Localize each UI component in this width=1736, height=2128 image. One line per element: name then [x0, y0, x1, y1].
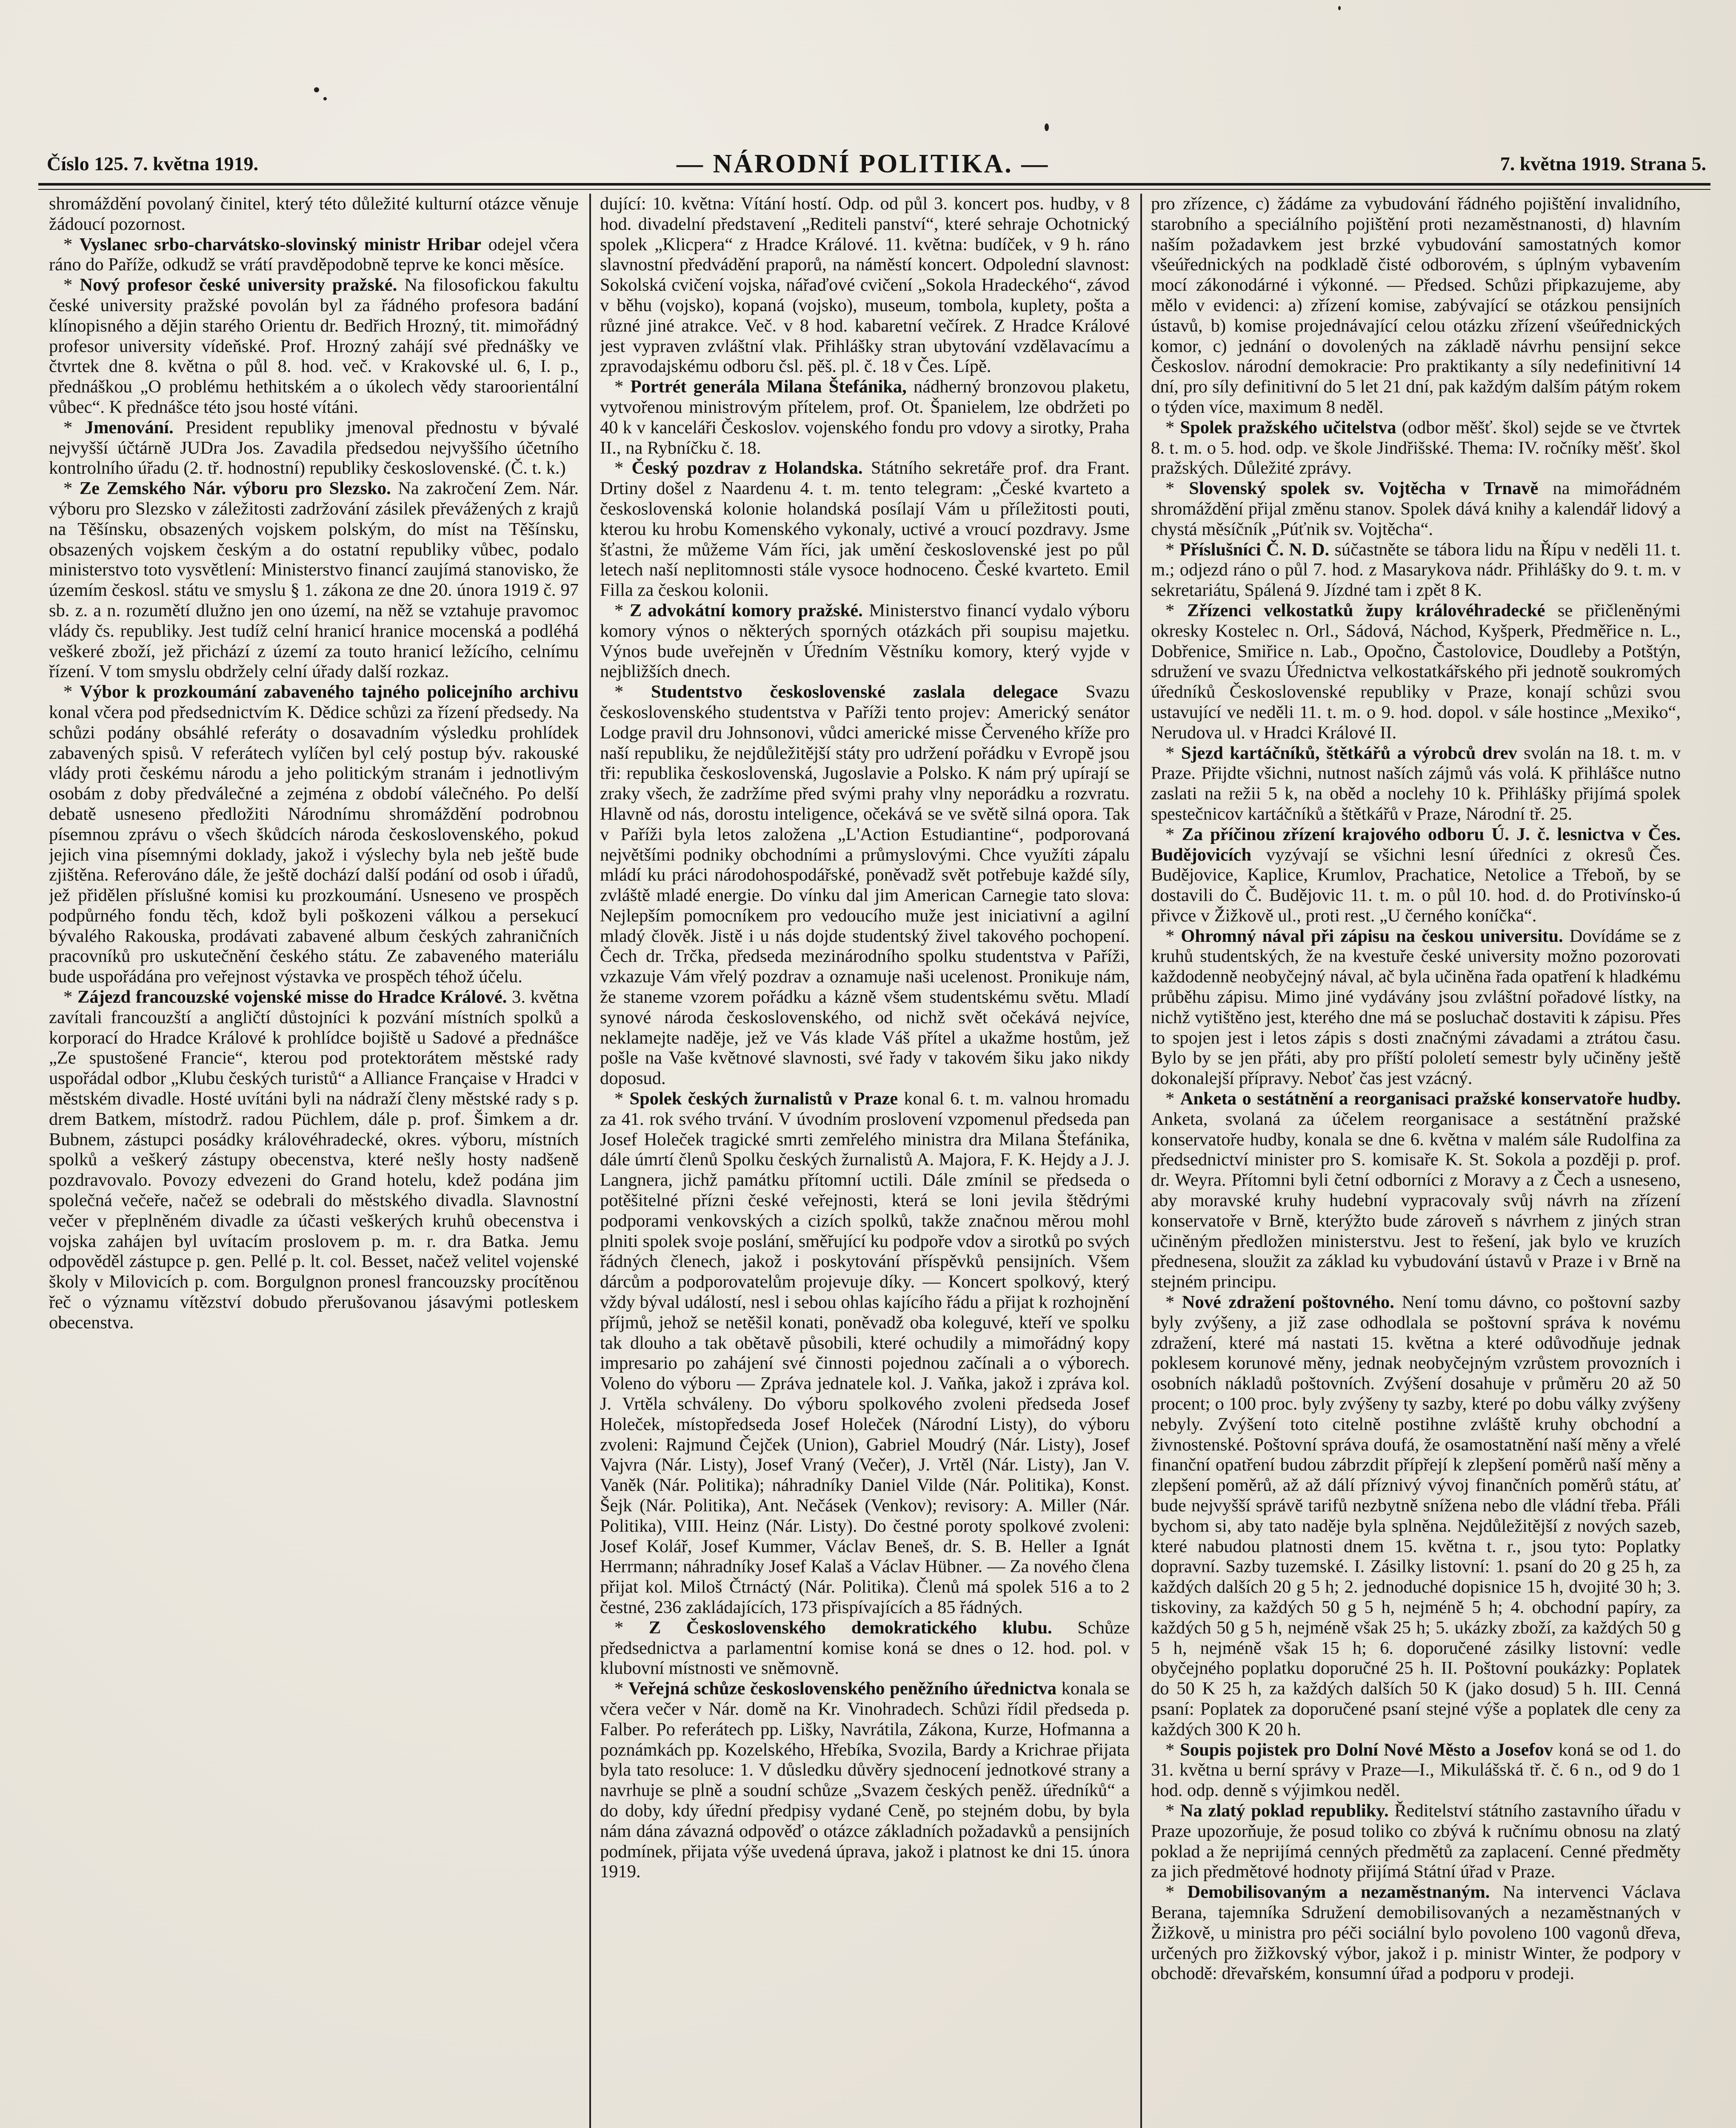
news-text: se přičleněnými okresky Kostelec n. Orl., Sádová, Náchod, Kyšperk, Předměřice n. L., Dobřenice, Smiřice n. Lab., Opočno, Častolovice, Doudleby a Potštýn, sdružení ve svazu Úřednictva velkostatkářského při jednotě soukromých úředníků Československé republiky v Praze, konají schůzi svou ustavující ve neděli 11. t. m. o 9. hod. dopol. v sále hostince „Mexiko“, Nerudova ul. v Hradci Králové II. [1151, 600, 1681, 743]
news-item: * Zájezd francouzské vojenské misse do Hradce Králové. 3. května zavítali francouzští a angličtí důstojníci k pozvání místních spolků a korporací do Hradce Králové k prohlídce bojiště u Sadové a přednášce „Ze spustošené Francie“, kterou pod protektorátem městské rady uspořádal odbor „Klubu českých turistů“ a Alliance Française v Hradci v městském divadle. Hosté uvítáni byli na nádraží členy městské rady s p. drem Batkem, místodrž. radou Püchlem, dále p. prof. Šimkem a dr. Bubnem, zástupci posádky královéhradecké, okres. výboru, místních spolků a veškerý zástupy obecenstva, které nešly hosty nadšeně pozdravovalo. Povozy edvezeni do Grand hotelu, kdež podána jim společná večeře, načež se odebrali do městského divadla. Slavnostní večer v přeplněném divadle za účasti veškerých kruhů obecenstva i vojska zahájen byl uvítacím proslovem p. m. r. dra Batka. Jemu odpověděl zástupce p. gen. Pellé p. lt. col. Besset, načež velitel vojenské školy v Milovicích p. com. Borgulgnon pronesl francouzsky procítěnou řeč o významu vítězství dobudo přerušovanou jásavými potleskem obecenstva. [49, 987, 579, 1333]
news-item: * Veřejná schůze československého peněžního úřednictva konala se včera večer v Nár. domě na Kr. Vinohradech. Schůzi řídil předseda p. Falber. Po referátech pp. Lišky, Navrátila, Zákona, Kurze, Hofmanna a poznámkách pp. Kozelského, Hřebíka, Svozila, Bardy a Krichrae přijata byla tato resoluce: 1. V důsledku důvěry sjednocení jednotkové strany a navrhuje se plně a soudní schůze „Svazem českých peněž. úředníků“ a do doby, kdy úřední předpisy vydané Ceně, po stejném dobu, by byla nám dána závazná odpověď o otázce základních požadavků a pensijních podmínek, přijata výše uvedená úprava, jakož i platnost ke dni 15. února 1919. [600, 1679, 1130, 1882]
news-text: Schůze předsednictva a parlamentní komise koná se dnes o 12. hod. pol. v klubovní místnosti ve sněmovně. [600, 1617, 1130, 1679]
news-item [49, 194, 579, 235]
news-text: 3. května zavítali francouzští a angličtí důstojníci k pozvání místních spolků a korporací do Hradce Králové k prohlídce bojiště u Sadové a přednášce „Ze spustošené Francie“, kterou pod protektorátem městské rady uspořádal odbor „Klubu českých turistů“ a Alliance Française v Hradci v městském divadle. Hosté uvítáni byli na nádraží členy městské rady s p. drem Batkem, místodrž. radou Püchlem, dále p. prof. Šimkem a dr. Bubnem, zástupci posádky královéhradecké, okres. výboru, místních spolků a veškerý zástupy obecenstva, které nešly hosty nadšeně pozdravovalo. Povozy edvezeni do Grand hotelu, kdež podána jim společná večeře, načež se odebrali do městského divadla. Slavnostní večer v přeplněném divadle za účasti veškerých kruhů obecenstva i vojska zahájen byl uvítacím proslovem p. m. r. dra Batka. Jemu odpověděl zástupce p. gen. Pellé p. lt. col. Besset, načež velitel vojenské školy v Milovicích p. com. Borgulgnon pronesl francouzsky procítěnou řeč o významu vítězství dobudo přerušovanou jásavými potleskem obecenstva. [49, 987, 579, 1333]
news-headline: Za příčinou zřízení krajového odboru Ú. J. č. lesnictva v Čes. Budějovicích [1151, 824, 1681, 865]
page-info: 7. května 1919. Strana 5. [1500, 153, 1706, 174]
news-item: * Z Československého demokratického klubu. Schůze předsednictva a parlamentní komise koná se dnes o 12. hod. pol. v klubovní místnosti ve sněmovně. [600, 1617, 1130, 1679]
header-rule [38, 183, 1710, 186]
news-text: Dovídáme se z kruhů studentských, že na kvestuře české university možno pozorovati každodenně neobyčejný nával, ač byla učiněna řada opatření k hladkému průběhu zápisu. Mimo jiné vydávány jsou zvláštní pořadové lístky, na nichž vytištěno jest, kterého dne má se posluchač dostaviti k zápisu. Přes to spojen jest i letos zápis s dosti značnými závadami a ztrátou času. Bylo by se jen přáti, aby pro příští pololetí semestr byly učiněny ještě dokonalejší přípravy. Neboť čas jest vzácný. [1151, 926, 1681, 1089]
news-headline: Zájezd francouzské vojenské misse do Hradce Králové. [77, 987, 507, 1007]
news-item: * Studentstvo československé zaslala delegace Svazu československého studentstva v Paříži tento projev: Americký senátor Lodge pravil dru Johnsonovi, vůdci americké misse Červeného kříže pro naší republiku, že nejdůležitější státy pro udržení pořádku v Evropě jsou tři: republika československá, Jugoslavie a Polsko. K nám prý upírají se zraky všech, že zadržíme před svými prahy vlny neporádku a rozvratu. Hlavně od nás, dorostu inteligence, očekává se ve světě silná opora. Tak v Paříži byla letos založena „L'Action Estudiantine“, podporovaná největšími podniky obchodními a průmyslovými. Chce využíti zápalu mládí ku práci národohospodářské, poněvadž svět potřebuje každé síly, zvláště mladé energie. Do vínku dal jim American Carnegie tato slova: Nejlepším pomocníkem pro vedoucího muže jest iniciativní a agilní mladý člověk. Jistě i u nás dojde studentský živel takového pochopení. Čech dr. Trčka, předseda mezinárodního spolku studentstva v Paříži, vzkazuje Vám vřelý pozdrav a oznamuje naši ucelenost. Pronikuje nám, že staneme vzorem pořádku a kázně všem studentskému světu. Mladí synové národa československého, od nichž svět očekává nejvíce, neklamejte naděje, jež ve Vás klade Váš přítel a ukažme hostům, jež pošle na Vaše květnové slavnosti, své řady v takovém šiku jako nikdy doposud. [600, 682, 1130, 1089]
news-headline: Portrét generála Milana Štefánika, [630, 377, 907, 397]
news-item: * Na zlatý poklad republiky. Ředitelství státního zastavního úřadu v Praze upozorňuje, že posud toliko co zbývá k ručnímu obnosu na zlatý poklad a že neprijímá cenných předmětů za zaplacení. Cenné předměty za jich předmětové hodnoty přijímá Státní úřad v Praze. [1151, 1800, 1681, 1882]
news-item: * Anketa o sestátnění a reorganisaci pražské konservatoře hudby. Anketa, svolaná za účelem reorganisace a sestátnění pražské konservatoře hudby, konala se dne 6. května v malém sále Rudolfina za předsednictví minister pro S. komisaře K. St. Sokola a později p. prof. dr. Weyra. Přítomni byli četní odborníci z Moravy a z Čech a usneseno, aby moravské kruhy hudební vypracovaly svůj návrh na zřízení konservatoře v Brně, kterýžto bude zároveň s návrhem z jiných stran učiněným předložen ministerstvu. Jest to řešení, jak bylo ve kruzích přednesena, sloužit za základ ku vybudování ústavů v Praze i v Brně na stejném principu. [1151, 1089, 1681, 1292]
news-item: * Sjezd kartáčníků, štětkářů a výrobců drev svolán na 18. t. m. v Praze. Přijdte všichni, nutnost naších zájmů vás volá. K přihlášce nutno zaslati na režii 5 k, na oběd a noclehy 10 k. Přihlášky přijímá spolek spestečnicov kartáčníků a štětkářů v Praze, Národní tř. 25. [1151, 743, 1681, 824]
news-headline: Studentstvo československé zaslala delegace [651, 682, 1058, 702]
column-divider [1140, 194, 1142, 2128]
news-item: * Vyslanec srbo-charvátsko-slovinský ministr Hribar odejel včera ráno do Paříže, odkudž se vrátí pravděpodobně teprve ke konci měsíce. [49, 234, 579, 275]
news-text: President republiky jmenoval přednostu v bývalé nejvyšší účtárně JUDra Jos. Zavadila předsedou nejvyššího účetního kontrolního úřadu (2. tř. hodnostní) republiky československé. (Č. t. k.) [49, 417, 579, 478]
news-text: vyzývají se všichni lesní úředníci z okresů Čes. Budějovice, Kaplice, Krumlov, Prachatice, Netolice a Třeboň, by se dostavili do Č. Budějovic 11. t. m. o půl 10. hod. d. do Protivínsko-ú přivce v Žižkově ul., proti rest. „U černého koníčka“. [1151, 844, 1681, 926]
news-text: konal včera pod předsednictvím K. Dědice schůzi za řízení předsedy. Na schůzi podány obsáhlé referáty o dosavadním výsledku prohlídek zabavených spisů. V referátech vylíčen byl celý postup býv. rakouské vlády proti českému národu a jeho politickým stranám i jednotlivým osobám z doby předválečné a zejména z období válečného. Po delší debatě usneseno předložiti Národnímu shromáždění podrobnou písemnou zprávu o všech škůdcích národa československého, pokud jejich vina písemnými doklady, jakož i výslechy byla neb ještě bude zjištěna. Referováno dále, že ještě dochází další podání od osob i úřadů, jež přidělen příslušné komisi ku prozkoumání. Usneseno ve prospěch podpůrného fondu těch, kdož byli poškozeni válkou a persekucí bývalého Rakouska, prodávati zabavené album českých zahraničních pracovníků pro uskutečnění českého státu. Ze zabaveného materiálu bude uspořádána pro veřejnost výstavka ve prospěch téhož účelu. [49, 702, 579, 987]
news-item: * Soupis pojistek pro Dolní Nové Město a Josefov koná se od 1. do 31. května u berní správy v Praze—I., Mikulášská tř. č. 6 n., od 9 do 1 hod. odp. denně s výjimkou neděl. [1151, 1739, 1681, 1801]
news-item: * Portrét generála Milana Štefánika, nádherný bronzovou plaketu, vytvořenou ministrovým přítelem, prof. Ot. Španielem, lze obdržeti po 40 k v kanceláři Českoslov. vojenského fondu pro vdovy a sirotky, Praha II., na Rybníčku č. 18. [600, 377, 1130, 458]
news-text: konal 6. t. m. valnou hromadu za 41. rok svého trvání. V úvodním proslovení vzpomenul předseda pan Josef Holeček tragické smrti zemřelého ministra dra Milana Štefánika, dále úmrtí členů Spolku českých žurnalistů A. Majora, F. K. Hejdy a J. J. Langnera, jichž památku přítomní uctili. Dále zmínil se předseda o potěšitelné přízni české veřejnosti, která se loni jevila štědrými podporami venkovských a cizích spolků, takže značnou měrou mohl plniti spolek svoje poslání, směřující ku podpoře vdov a sirotků po svých řádných členech, jakož i poskytování příspěvků pensijních. Všem dárcům a podporovatelům projevuje díky. — Koncert spolkový, který vždy býval událostí, nesl i sebou ohlas kajícího řádu a přijat k rozhojnění příjmů, jehož se netěšil konati, poněvadž oba koleguvé, kteří ve spolku tak dlouho a tak obětavě působili, které ochudily a mimořádný kopy impresario po zahájení své činnosti pojednou začínali a o výborech. Voleno do výboru — Zpráva jednatele kol. J. Vaňka, jakož i zpráva kol. J. Vrtěla schváleny. Do výboru spolkového zvoleni předseda Josef Holeček, místopředseda Josef Holeček (Národní Listy), do výboru zvoleni: Rajmund Čejček (Union), Gabriel Moudrý (Nár. Listy), Josef Vajvra (Nár. Listy), Josef Vraný (Večer), J. Vrtěl (Nár. Listy), Jan V. Vaněk (Nár. Politika); náhradníky Daniel Vilde (Nár. Politika), Konst. Šejk (Nár. Politika), Ant. Nečásek (Venkov); revisory: A. Miller (Nár. Politika), VIII. Heinz (Nár. Listy). Do čestné poroty spolkové zvoleni: Josef Kolář, Josef Kummer, Václav Beneš, dr. S. B. Heller a Ignát Herrmann; náhradníky Josef Kalaš a Václav Hübner. — Za nového člena přijat kol. Miloš Čtrnáctý (Nár. Politika). Členů má spolek 516 a to 2 čestné, 236 zakládajících, 173 přispívajících a 85 řádných. [600, 1089, 1130, 1617]
news-item: * Příslušníci Č. N. D. súčastněte se tábora lidu na Řípu v neděli 11. t. m.; odjezd ráno o půl 7. hod. z Masarykova nádr. Přihlášky do 9. t. m. v sekretariátu, Spálená 9. Jízdné tam i zpět 8 K. [1151, 539, 1681, 601]
news-headline: Výbor k prozkoumání zabaveného tajného policejního archivu [80, 682, 579, 702]
print-speck [1045, 123, 1049, 131]
news-headline: Nové zdražení poštovného. [1182, 1292, 1394, 1313]
news-text: na mimořádném shromáždění přijal změnu stanov. Spolek dává knihy a kalendář lidový a chystá měsíčník „Púťnik sv. Vojtěcha“. [1151, 478, 1681, 539]
news-text: súčastněte se tábora lidu na Řípu v neděli 11. t. m.; odjezd ráno o půl 7. hod. z Masarykova nádr. Přihlášky do 9. t. m. v sekretariátu, Spálená 9. Jízdné tam i zpět 8 K. [1151, 539, 1681, 601]
header-rule-thin [38, 189, 1710, 190]
news-item: * Výbor k prozkoumání zabaveného tajného policejního archivu konal včera pod předsednictvím K. Dědice schůzi za řízení předsedy. Na schůzi podány obsáhlé referáty o dosavadním výsledku prohlídek zabavených spisů. V referátech vylíčen byl celý postup býv. rakouské vlády proti českému národu a jeho politickým stranám i jednotlivým osobám z doby předválečné a zejména z období válečného. Po delší debatě usneseno předložiti Národnímu shromáždění podrobnou písemnou zprávu o všech škůdcích národa československého, pokud jejich vina písemnými doklady, jakož i výslechy byla neb ještě bude zjištěna. Referováno dále, že ještě dochází další podání od osob i úřadů, jež přidělen příslušné komisi ku prozkoumání. Usneseno ve prospěch podpůrného fondu těch, kdož byli poškozeni válkou a persekucí bývalého Rakouska, prodávati zabavené album českých zahraničních pracovníků pro uskutečnění českého státu. Ze zabaveného materiálu bude uspořádána pro veřejnost výstavka ve prospěch téhož účelu. [49, 682, 579, 987]
news-headline: Český pozdrav z Holandska. [631, 458, 863, 478]
print-speck [314, 87, 319, 92]
news-headline: Veřejná schůze československého peněžního úřednictva [628, 1679, 1056, 1699]
news-item: * Český pozdrav z Holandska. Státního sekretáře prof. dra Frant. Drtiny došel z Naardenu 4. t. m. tento telegram: „České kvarteto a československá kolonie holandská posílají Vám u příležitosti pouti, kterou ku hrobu Komenského vykonaly, uctivé a vroucí pozdravy. Jsme šťastni, že můžeme Vám říci, jak umění československé jest po půl letech naší neplitomnosti stále vysoce hodnoceno. České kvarteto. Emil Filla za českou kolonii. [600, 458, 1130, 601]
news-item [1151, 194, 1681, 418]
news-item: * Demobilisovaným a nezaměstnaným. Na intervenci Václava Berana, tajemníka Sdružení demobilisovaných a nezaměstnaných v Žižkově, u ministra pro péči sociální bylo povoleno 100 vagonů dřeva, určených pro žižkovský výbor, jakož i p. ministr Winter, že podpory v obchodě: dřevařském, konsumní úřad a podporu v prodeji. [1151, 1882, 1681, 1984]
news-text: dující: 10. května: Vítání hostí. Odp. od půl 3. koncert pos. hudby, v 8 hod. divadelní představení „Rediteli panství“, které sehraje Ochotnický spolek „Klicpera“ z Hradce Králové. 11. května: budíček, v 9 h. ráno slavnostní předvádění praporů, na náměstí koncert. Odpolední slavnost: Sokolská cvičení vojska, nářaďové cvičení „Sokola Hradeckého“, závod v běhu (vojsko), kopaná (vojsko), museum, tombola, kuplety, pošta a různé jiné atrakce. Več. v 8 hod. kabaretní večírek. Z Hradce Králové jest vypraven zvláštní vlak. Přihlášky stran ubytování vzdělavacímu a zpravodajskému odboru čsl. pěš. pl. č. 18 v Čes. Lípě. [600, 194, 1130, 377]
news-item: * Slovenský spolek sv. Vojtěcha v Trnavě na mimořádném shromáždění přijal změnu stanov. Spolek dává knihy a kalendář lidový a chystá měsíčník „Púťnik sv. Vojtěcha“. [1151, 478, 1681, 539]
column-2 [600, 194, 1130, 2128]
news-text: Ministerstvo financí vydalo výboru komory výnos o některých sporných otázkách při soupisu majetku. Výnos bude uveřejněn v Úředním Věstníku komory, který vyjde v nejbližších dnech. [600, 600, 1130, 682]
news-item: * Ohromný nával při zápisu na českou universitu. Dovídáme se z kruhů studentských, že na kvestuře české university možno pozorovati každodenně neobyčejný nával, ač byla učiněna řada opatření k hladkému průběhu zápisu. Mimo jiné vydávány jsou zvláštní pořadové lístky, na nichž vytištěno jest, kterého dne má se posluchač dostaviti k zápisu. Přes to spojen jest i letos zápis s dosti značnými závadami a ztrátou času. Bylo by se jen přáti, aby pro příští pololetí semestr byly učiněny ještě dokonalejší přípravy. Neboť čas jest vzácný. [1151, 926, 1681, 1089]
print-speck [1338, 6, 1341, 10]
column-1 [49, 194, 579, 2128]
news-headline: Z advokátní komory pražské. [629, 600, 863, 621]
news-text: Státního sekretáře prof. dra Frant. Drtiny došel z Naardenu 4. t. m. tento telegram: „České kvarteto a československá kolonie holandská posílají Vám u příležitosti pouti, kterou ku hrobu Komenského vykonaly, uctivé a vroucí pozdravy. Jsme šťastni, že můžeme Vám říci, jak umění československé jest po půl letech naší neplitomnosti stále vysoce hodnoceno. České kvarteto. Emil Filla za českou kolonii. [600, 458, 1130, 601]
news-item: * Jmenování. President republiky jmenoval přednostu v bývalé nejvyšší účtárně JUDra Jos. Zavadila předsedou nejvyššího účetního kontrolního úřadu (2. tř. hodnostní) republiky československé. (Č. t. k.) [49, 417, 579, 478]
news-item: * Spolek českých žurnalistů v Praze konal 6. t. m. valnou hromadu za 41. rok svého trvání. V úvodním proslovení vzpomenul předseda pan Josef Holeček tragické smrti zemřelého ministra dra Milana Štefánika, dále úmrtí členů Spolku českých žurnalistů A. Majora, F. K. Hejdy a J. J. Langnera, jichž památku přítomní uctili. Dále zmínil se předseda o potěšitelné přízni české veřejnosti, která se loni jevila štědrými podporami venkovských a cizích spolků, takže značnou měrou mohl plniti spolek svoje poslání, směřující ku podpoře vdov a sirotků po svých řádných členech, jakož i poskytování příspěvků pensijních. Všem dárcům a podporovatelům projevuje díky. — Koncert spolkový, který vždy býval událostí, nesl i sebou ohlas kajícího řádu a přijat k rozhojnění příjmů, jehož se netěšil konati, poněvadž oba koleguvé, kteří ve spolku tak dlouho a tak obětavě působili, které ochudily a mimořádný kopy impresario po zahájení své činnosti pojednou začínali a o výborech. Voleno do výboru — Zpráva jednatele kol. J. Vaňka, jakož i zpráva kol. J. Vrtěla schváleny. Do výboru spolkového zvoleni předseda Josef Holeček, místopředseda Josef Holeček (Národní Listy), do výboru zvoleni: Rajmund Čejček (Union), Gabriel Moudrý (Nár. Listy), Josef Vajvra (Nár. Listy), Josef Vraný (Večer), J. Vrtěl (Nár. Listy), Jan V. Vaněk (Nár. Politika); náhradníky Daniel Vilde (Nár. Politika), Konst. Šejk (Nár. Politika), Ant. Nečásek (Venkov); revisory: A. Miller (Nár. Politika), VIII. Heinz (Nár. Listy). Do čestné poroty spolkové zvoleni: Josef Kolář, Josef Kummer, Václav Beneš, dr. S. B. Heller a Ignát Herrmann; náhradníky Josef Kalaš a Václav Hübner. — Za nového člena přijat kol. Miloš Čtrnáctý (Nár. Politika). Členů má spolek 516 a to 2 čestné, 236 zakládajících, 173 přispívajících a 85 řádných. [600, 1089, 1130, 1617]
news-headline: Ohromný nával při zápisu na českou universitu. [1181, 926, 1563, 946]
news-text: odejel včera ráno do Paříže, odkudž se vrátí pravděpodobně teprve ke konci měsíce. [49, 234, 579, 275]
news-text: Na filosofickou fakultu české university pražské povolán byl za řádného profesora badání klínopisného a dějin starého Orientu dr. Bedřich Hrozný, tit. mimořádný profesor university vídeňské. Prof. Hrozný zahájí své přednášky ve čtvrtek dne 8. května o půl 8. hod. več. v Krakovské ul. 6, I. p., přednáškou „O problému hethitském a o úkolech vědy staroorientální vůbec“. K přednášce této jsou hosté vítáni. [49, 275, 579, 417]
column-divider [589, 194, 591, 2128]
news-text: (odbor měšť. škol) sejde se ve čtvrtek 8. t. m. o 5. hod. odp. ve škole Jindřišské. Thema: IV. ročníky měšť. škol pražských. Důležité zprávy. [1151, 417, 1681, 478]
news-headline: Zřízenci velkostatků župy královéhradecké [1187, 600, 1545, 621]
news-item: * Ze Zemského Nár. výboru pro Slezsko. Na zakročení Zem. Nár. výboru pro Slezsko v záležitosti zadržování zásilek převážených z krajů na Těšínsku, obsazených vojskem polským, do míst na Těšínsku, obsazených vojskem českým a do ostatní republiky vůbec, podalo ministerstvo toto vysvětlení: Ministerstvo financí zaujímá stanovisko, že územím českosl. státu ve smyslu § 1. zákona ze dne 20. února 1919 č. 97 sb. z. a n. rozumětí dlužno jen ono území, na něž se vztahuje pravomoc vlády čs. republiky. Jest tudíž celní hranicí hranice mocenská a podléhá veškeré zboží, jež přichází z území za touto hranicí ležícího, celnímu řízení. V tom smyslu obdržely celní úřady další rozkaz. [49, 478, 579, 682]
newspaper-title: — NÁRODNÍ POLITIKA. — [677, 149, 1050, 178]
news-text: svolán na 18. t. m. v Praze. Přijdte všichni, nutnost naších zájmů vás volá. K přihlášce nutno zaslati na režii 5 k, na oběd a noclehy 10 k. Přihlášky přijímá spolek spestečnicov kartáčníků a štětkářů v Praze, Národní tř. 25. [1151, 743, 1681, 824]
news-headline: Demobilisovaným a nezaměstnaným. [1187, 1882, 1490, 1902]
news-item: * Z advokátní komory pražské. Ministerstvo financí vydalo výboru komory výnos o některých sporných otázkách při soupisu majetku. Výnos bude uveřejněn v Úředním Věstníku komory, který vyjde v nejbližších dnech. [600, 600, 1130, 682]
news-headline: Anketa o sestátnění a reorganisaci pražské konservatoře hudby. [1180, 1089, 1681, 1109]
issue-info: Číslo 125. 7. května 1919. [47, 153, 259, 174]
news-headline: Na zlatý poklad republiky. [1180, 1800, 1389, 1821]
news-headline: Sjezd kartáčníků, štětkářů a výrobců drev [1181, 743, 1517, 763]
news-text: Není tomu dávno, co poštovní sazby byly zvýšeny, a již zase odhodlala se poštovní správa k novému zdražení, které má nastati 15. května a které odůvodňuje jednak poklesem korunové měny, jednak neobyčejným vzrůstem provozních i osobních nákladů poštovních. Zvýšení dosahuje v průměru 20 až 50 procent; o 100 proc. byly zvýšeny ty sazby, které po dobu války zvýšeny nebyly. Zvýšení toto citelně postihne zvláště kruhy obchodní a živnostenské. Poštovní správa doufá, že osamostatnění naší měny a vřelé finanční opatření budou zábrzdit přípřejí k zlepšení poměrů naší měny a zlepšení poměrů, až až dálí příznivý vývoj finančních poměrů státu, ať bude nejvyšší správě tarifů nezbytně snížena nebo dle vládní třeba. Přáli bychom si, aby tato naděje byla splněna. Nejdůležitější z nových sazeb, které nabudou platnosti dnem 15. května t. r., jsou tyto: Poplatky dopravní. Sazby tuzemské. I. Zásilky listovní: 1. psaní do 20 g 25 h, za každých dalších 20 g 5 h; 2. jednoduché dopisnice 15 h, dvojité 30 h; 3. tiskoviny, za každých 50 g 5 h, nejméně 5 h; 4. obchodní papíry, za každých 50 g 5 h, nejméně však 25 h; 5. ukázky zboží, za každých 50 g 5 h, nejméně však 15 h; 6. doporučené zásilky listovní: vedle obyčejného poplatku doporučné 25 h. II. Poštovní poukázky: Poplatek do 50 K 25 h, za každých dalších 50 K (jako dosud) 5 h. III. Cenná psaní: Poplatek za doporučené psaní stejné výše a poplatek dle ceny za každých 300 K 20 h. [1151, 1292, 1681, 1739]
news-item: * Zřízenci velkostatků župy královéhradecké se přičleněnými okresky Kostelec n. Orl., Sádová, Náchod, Kyšperk, Předměřice n. L., Dobřenice, Smiřice n. Lab., Opočno, Častolovice, Doudleby a Potštýn, sdružení ve svazu Úřednictva velkostatkářského při jednotě soukromých úředníků Československé republiky v Praze, konají schůzi svou ustavující ve neděli 11. t. m. o 9. hod. dopol. v sále hostince „Mexiko“, Nerudova ul. v Hradci Králové II. [1151, 600, 1681, 743]
news-text: konala se včera večer v Nár. domě na Kr. Vinohradech. Schůzi řídil předseda p. Falber. Po referátech pp. Lišky, Navrátila, Zákona, Kurze, Hofmanna a poznámkách pp. Kozelského, Hřebíka, Svozila, Bardy a Krichrae přijata byla tato resoluce: 1. V důsledku důvěry sjednocení jednotkové strany a navrhuje se plně a soudní schůze „Svazem českých peněž. úředníků“ a do doby, kdy úřední předpisy vydané Ceně, po stejném dobu, by byla nám dána závazná odpověď o otázce základních požadavků a pensijních podmínek, přijata výše uvedená úprava, jakož i platnost ke dni 15. února 1919. [600, 1679, 1130, 1882]
news-text: shromáždění povolaný činitel, který této důležité kulturní otázce věnuje žádoucí pozornost. [49, 194, 579, 234]
news-text: Anketa, svolaná za účelem reorganisace a sestátnění pražské konservatoře hudby, konala se dne 6. května v malém sále Rudolfina za předsednictví minister pro S. komisaře K. St. Sokola a později p. prof. dr. Weyra. Přítomni byli četní odborníci z Moravy a z Čech a usneseno, aby moravské kruhy hudební vypracovaly svůj návrh na zřízení konservatoře v Brně, kterýžto bude zároveň s návrhem z jiných stran učiněným předložen ministerstvu. Jest to řešení, jak bylo ve kruzích přednesena, sloužit za základ ku vybudování ústavů v Praze i v Brně na stejném principu. [1151, 1109, 1681, 1292]
news-text: Ředitelství státního zastavního úřadu v Praze upozorňuje, že posud toliko co zbývá k ručnímu obnosu na zlatý poklad a že neprijímá cenných předmětů za zaplacení. Cenné předměty za jich předmětové hodnoty přijímá Státní úřad v Praze. [1151, 1800, 1681, 1882]
news-item: * Za příčinou zřízení krajového odboru Ú. J. č. lesnictva v Čes. Budějovicích vyzývají se všichni lesní úředníci z okresů Čes. Budějovice, Kaplice, Krumlov, Prachatice, Netolice a Třeboň, by se dostavili do Č. Budějovic 11. t. m. o půl 10. hod. d. do Protivínsko-ú přivce v Žižkově ul., proti rest. „U černého koníčka“. [1151, 824, 1681, 926]
news-item [600, 194, 1130, 377]
news-text: pro zřízence, c) žádáme za vybudování řádného pojištění invalidního, starobního a speciálního pojištění proti nezaměstnanosti, d) hlavním naším požadavkem jest brzké vybudování samostatných komor všeúřednických na podkladě čisté odborovém, s úplným vybavením mocí zákonodárné i výkonné. — Předsed. Schůzi připkazujeme, aby mělo v evidenci: a) zřízení komise, zabývající se otázkou pensijních ústavů, b) komise projednávající celou otázku zřízení všeúřednických komor, c) jednání o dovolených na základě návrhu pensijní sekce Českoslov. národní demokracie: Pro praktikanty a síly nedefinitivní 14 dní, pro síly definitivní do 5 let 21 dní, pak každým dalším pátým rokem o týden více, maximum 8 neděl. [1151, 194, 1681, 417]
news-item: * Nové zdražení poštovného. Není tomu dávno, co poštovní sazby byly zvýšeny, a již zase odhodlala se poštovní správa k novému zdražení, které má nastati 15. května a které odůvodňuje jednak poklesem korunové měny, jednak neobyčejným vzrůstem provozních i osobních nákladů poštovních. Zvýšení dosahuje v průměru 20 až 50 procent; o 100 proc. byly zvýšeny ty sazby, které po dobu války zvýšeny nebyly. Zvýšení toto citelně postihne zvláště kruhy obchodní a živnostenské. Poštovní správa doufá, že osamostatnění naší měny a vřelé finanční opatření budou zábrzdit přípřejí k zlepšení poměrů naší měny a zlepšení poměrů, až až dálí příznivý vývoj finančních poměrů státu, ať bude nejvyšší správě tarifů nezbytně snížena nebo dle vládní třeba. Přáli bychom si, aby tato naděje byla splněna. Nejdůležitější z nových sazeb, které nabudou platnosti dnem 15. května t. r., jsou tyto: Poplatky dopravní. Sazby tuzemské. I. Zásilky listovní: 1. psaní do 20 g 25 h, za každých dalších 20 g 5 h; 2. jednoduché dopisnice 15 h, dvojité 30 h; 3. tiskoviny, za každých 50 g 5 h, nejméně 5 h; 4. obchodní papíry, za každých 50 g 5 h, nejméně však 25 h; 5. ukázky zboží, za každých 50 g 5 h, nejméně však 15 h; 6. doporučené zásilky listovní: vedle obyčejného poplatku doporučné 25 h. II. Poštovní poukázky: Poplatek do 50 K 25 h, za každých dalších 50 K (jako dosud) 5 h. III. Cenná psaní: Poplatek za doporučené psaní stejné výše a poplatek dle ceny za každých 300 K 20 h. [1151, 1292, 1681, 1739]
news-headline: Ze Zemského Nár. výboru pro Slezsko. [79, 478, 391, 499]
news-text: Na zakročení Zem. Nár. výboru pro Slezsko v záležitosti zadržování zásilek převážených z krajů na Těšínsku, obsazených vojskem polským, do míst na Těšínsku, obsazených vojskem českým a do ostatní republiky vůbec, podalo ministerstvo toto vysvětlení: Ministerstvo financí zaujímá stanovisko, že územím českosl. státu ve smyslu § 1. zákona ze dne 20. února 1919 č. 97 sb. z. a n. rozumětí dlužno jen ono území, na něž se vztahuje pravomoc vlády čs. republiky. Jest tudíž celní hranicí hranice mocenská a podléhá veškeré zboží, jež přichází z území za touto hranicí ležícího, celnímu řízení. V tom smyslu obdržely celní úřady další rozkaz. [49, 478, 579, 682]
news-text: Svazu československého studentstva v Paříži tento projev: Americký senátor Lodge pravil dru Johnsonovi, vůdci americké misse Červeného kříže pro naší republiku, že nejdůležitější státy pro udržení pořádku v Evropě jsou tři: republika československá, Jugoslavie a Polsko. K nám prý upírají se zraky všech, že zadržíme před svými prahy vlny neporádku a rozvratu. Hlavně od nás, dorostu inteligence, očekává se ve světě silná opora. Tak v Paříži byla letos založena „L'Action Estudiantine“, podporovaná největšími podniky obchodními a průmyslovými. Chce využíti zápalu mládí ku práci národohospodářské, poněvadž svět potřebuje každé síly, zvláště mladé energie. Do vínku dal jim American Carnegie tato slova: Nejlepším pomocníkem pro vedoucího muže jest iniciativní a agilní mladý člověk. Jistě i u nás dojde studentský živel takového pochopení. Čech dr. Trčka, předseda mezinárodního spolku studentstva v Paříži, vzkazuje Vám vřelý pozdrav a oznamuje naši ucelenost. Pronikuje nám, že staneme vzorem pořádku a kázně všem studentskému světu. Mladí synové národa československého, od nichž svět očekává nejvíce, neklamejte naděje, jež ve Vás klade Váš přítel a ukažme hostům, jež pošle na Vaše květnové slavnosti, své řady v takovém šiku jako nikdy doposud. [600, 682, 1130, 1089]
news-item: * Nový profesor české university pražské. Na filosofickou fakultu české university pražské povolán byl za řádného profesora badání klínopisného a dějin starého Orientu dr. Bedřich Hrozný, tit. mimořádný profesor university vídeňské. Prof. Hrozný zahájí své přednášky ve čtvrtek dne 8. května o půl 8. hod. več. v Krakovské ul. 6, I. p., přednáškou „O problému hethitském a o úkolech vědy staroorientální vůbec“. K přednášce této jsou hosté vítáni. [49, 275, 579, 417]
page-header [38, 149, 1710, 179]
news-text: Na intervenci Václava Berana, tajemníka Sdružení demobilisovaných a nezaměstnaných v Žižkově, u ministra pro péči sociální bylo povoleno 100 vagonů dřeva, určených pro žižkovský výbor, jakož i p. ministr Winter, že podpory v obchodě: dřevařském, konsumní úřad a podporu v prodeji. [1151, 1882, 1681, 1984]
news-headline: Slovenský spolek sv. Vojtěcha v Trnavě [1189, 478, 1539, 499]
news-headline: Spolek pražského učitelstva [1180, 417, 1396, 438]
news-headline: Soupis pojistek pro Dolní Nové Město a Josefov [1180, 1739, 1553, 1760]
news-headline: Vyslanec srbo-charvátsko-slovinský ministr Hribar [79, 234, 482, 255]
news-headline: Nový profesor české university pražské. [80, 275, 397, 295]
news-headline: Jmenování. [84, 417, 174, 438]
column-3 [1151, 194, 1681, 2128]
news-headline: Spolek českých žurnalistů v Praze [629, 1089, 898, 1109]
news-text: koná se od 1. do 31. května u berní správy v Praze—I., Mikulášská tř. č. 6 n., od 9 do 1 hod. odp. denně s výjimkou neděl. [1151, 1739, 1681, 1801]
news-headline: Z Československého demokratického klubu. [648, 1617, 1052, 1638]
print-speck [323, 97, 327, 100]
news-headline: Příslušníci Č. N. D. [1179, 539, 1330, 560]
news-item: * Spolek pražského učitelstva (odbor měšť. škol) sejde se ve čtvrtek 8. t. m. o 5. hod. odp. ve škole Jindřišské. Thema: IV. ročníky měšť. škol pražských. Důležité zprávy. [1151, 417, 1681, 478]
news-text: nádherný bronzovou plaketu, vytvořenou ministrovým přítelem, prof. Ot. Španielem, lze obdržeti po 40 k v kanceláři Českoslov. vojenského fondu pro vdovy a sirotky, Praha II., na Rybníčku č. 18. [600, 377, 1130, 458]
